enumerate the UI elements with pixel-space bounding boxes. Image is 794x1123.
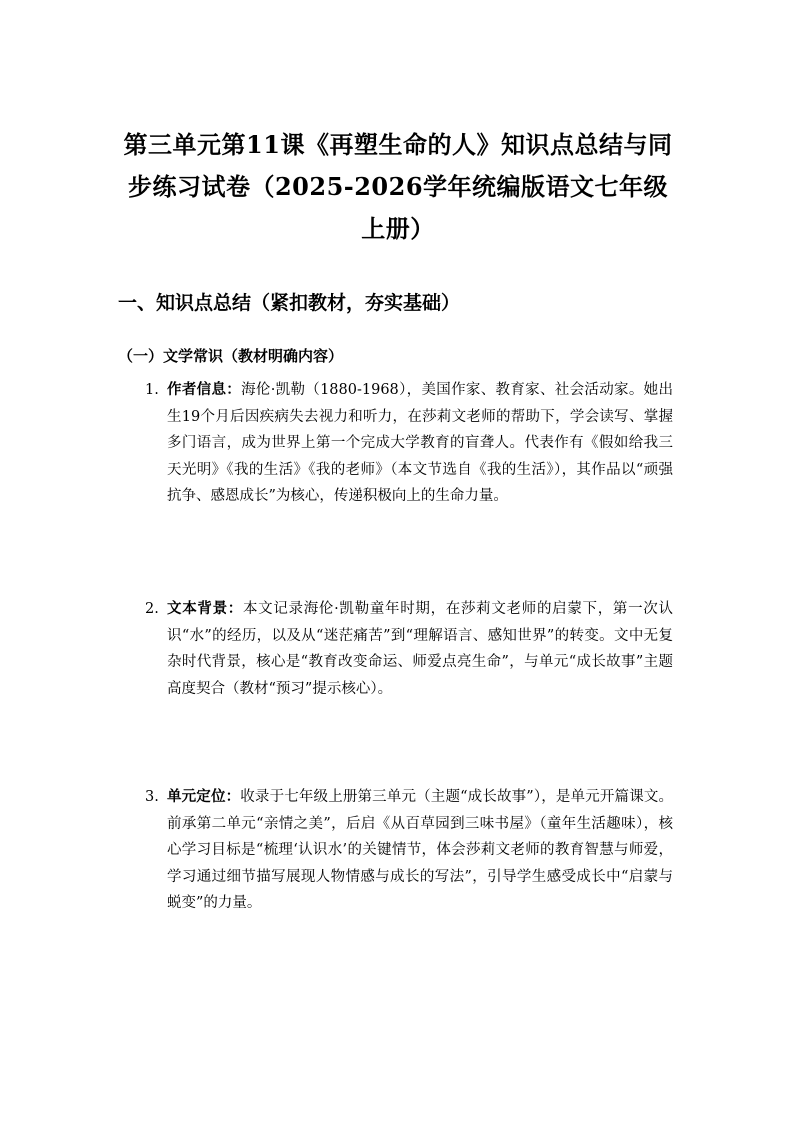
list-item-number: 3. [145,789,159,805]
list-item-author-info [145,377,673,510]
list-item-number: 1. [145,382,159,398]
list-item-body [167,784,673,917]
list-item-number: 2. [145,601,159,617]
list-item-text: 收录于七年级上册第三单元（主题“成长故事”），是单元开篇课文。前承第二单元“亲情之美”，后启《从百草园到三味书屋》（童年生活趣味），核心学习目标是“梳理‘认识水’的关键情节，体会莎莉文老师的教育智慧与师爱，学习通过细节描写展现人物情感与成长的写法”，引导学生感受成长中“启蒙与蜕变”的力量。 [167,789,674,911]
list-item-label: 单元定位： [167,789,241,805]
list-item-text: 本文记录海伦·凯勒童年时期，在莎莉文老师的启蒙下，第一次认识“水”的经历，以及从“迷茫痛苦”到“理解语言、感知世界”的转变。文中无复杂时代背景，核心是“教育改变命运、师爱点亮生命”，与单元“成长故事”主题高度契合（教材“预习”提示核心）。 [167,601,673,697]
list-item-label: 作者信息： [167,382,242,398]
list-item-body [167,596,673,702]
section-heading: 一、知识点总结（紧扣教材，夯实基础） [118,292,461,314]
sub-heading-literary-knowledge: （一）文学常识（教材明确内容） [118,347,344,365]
list-item-text: 海伦·凯勒（1880-1968），美国作家、教育家、社会活动家。她出生19个月后因疾病失去视力和听力，在莎莉文老师的帮助下，学会读写、掌握多门语言，成为世界上第一个完成大学教育的盲聋人。代表作有《假如给我三天光明》《我的生活》《我的老师》（本文节选自《我的生活》），其作品以“顽强抗争、感恩成长”为核心，传递积极向上的生命力量。 [167,382,674,504]
list-item-label: 文本背景： [167,601,243,617]
list-item-text-background [145,596,673,702]
document-title: 第三单元第11课《再塑生命的人》知识点总结与同步练习试卷（2025-2026学年统编版语文七年级上册） [123,130,673,243]
list-item-unit-position [145,784,673,917]
list-item-body [167,377,673,510]
